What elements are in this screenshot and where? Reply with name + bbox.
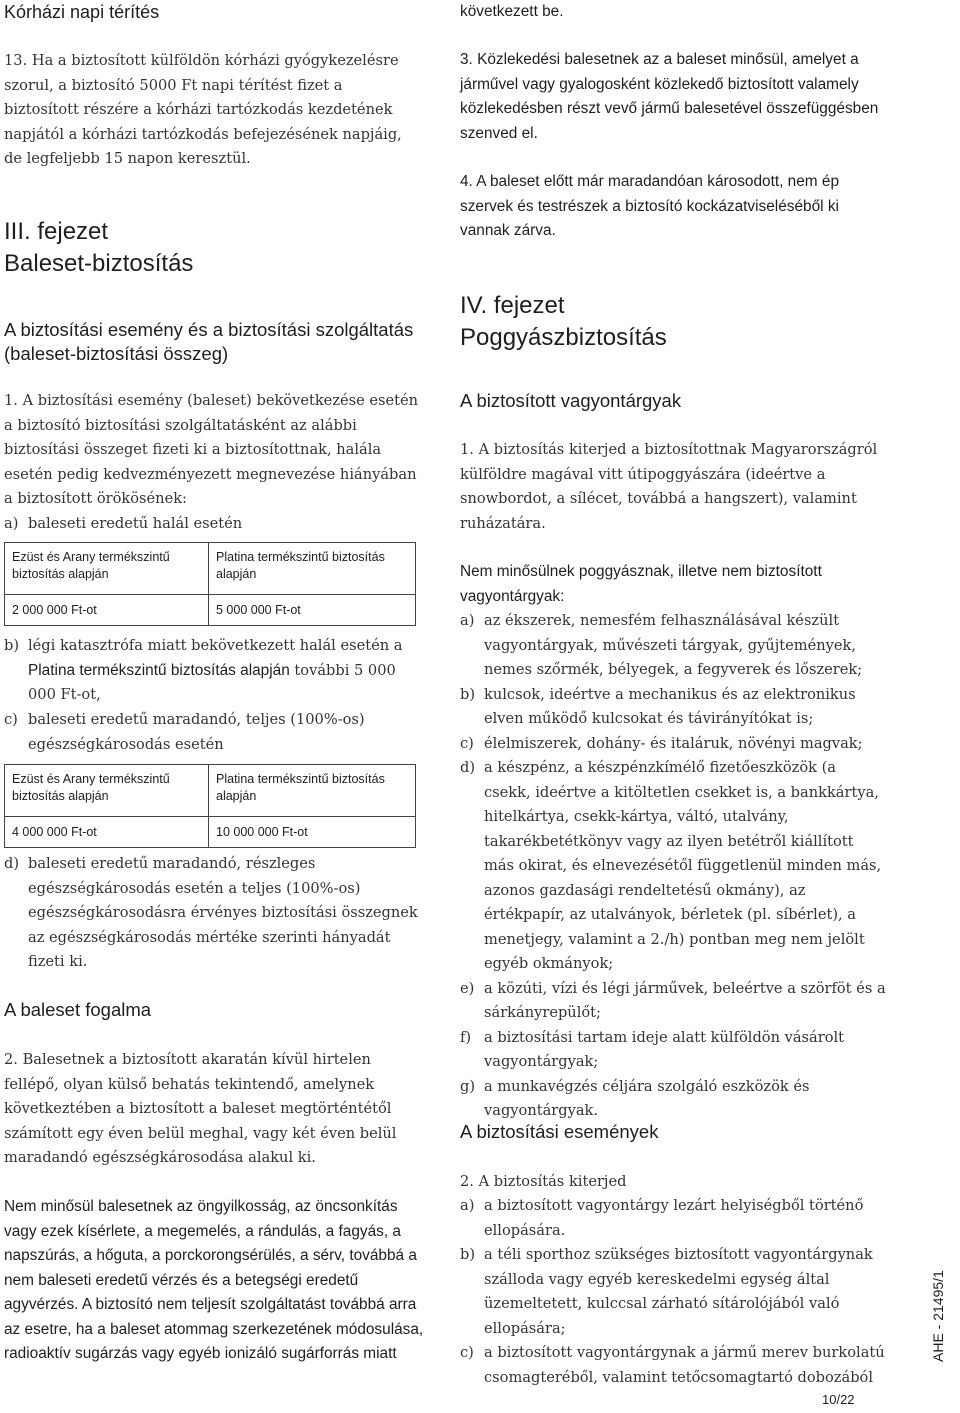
list-item-text-post: további 5 000 000 Ft-ot, xyxy=(28,661,396,703)
list-item xyxy=(460,1243,886,1341)
chapter-4-number: IV. fejezet xyxy=(460,292,565,319)
list-item xyxy=(460,977,886,1026)
list-item-text: a munkavégzés céljára szolgáló eszközök és vagyontárgyak. xyxy=(484,1077,810,1119)
chapter-3-title: Baleset-biztosítás xyxy=(4,250,194,277)
paragraph-2-intro: 2. A biztosítás kiterjed xyxy=(460,1173,627,1190)
list-item-text: a téli sporthoz szükséges biztosított vagyontárgynak szálloda vagy egyéb kereskedelmi egység által üzemeltetett, kulccsal zárható sítárolójából való ellopására; xyxy=(484,1246,873,1337)
list-marker: c) xyxy=(460,734,474,752)
benefit-table-death xyxy=(4,542,416,626)
list-item-text: baleseti eredetű maradandó, részleges egészségkárosodás esetén a teljes (100%-os) egészségkárosodásra érvényes biztosítási összegnek az egészségkárosodás mértéke szerinti hányadát fizeti ki. xyxy=(28,855,418,970)
list-marker: a) xyxy=(460,612,475,629)
paragraph-4: 4. A baleset előtt már maradandóan károsodott, nem ép szervek és testrészek a biztosító kockázatviseléséből ki vannak zárva. xyxy=(460,173,840,239)
events-list xyxy=(460,1194,886,1390)
list-item xyxy=(460,1075,886,1124)
paragraph-not-luggage-intro: Nem minősülnek poggyásznak, illetve nem biztosított vagyontárgyak: xyxy=(460,563,822,605)
benefit-table-disability xyxy=(4,764,416,848)
list-marker: c) xyxy=(4,711,18,728)
subheading-accident-definition: A baleset fogalma xyxy=(4,999,152,1020)
list-item-text: a készpénz, a készpénzkímélő fizetőeszközök (a csekk, ideértve a kitöltetlen csekket is, a bankkártya, hitelkártya, csekk-kártya, váltó, utalvány, takarékbetétkönyv vagy az ilyen betétről kiállított más okirat, és elnevezésétől függetlenül minden más, azonos gazdasági rendeltetésű okmány), az értékpapír, az utalványok, bérletek (pl. síbérlet), a menetjegy, valamint a 2./h) pontban meg nem jelölt egyéb okmányok; xyxy=(484,759,882,972)
list-marker: b) xyxy=(460,1246,476,1263)
list-item-text: a biztosítási tartam ideje alatt külföldön vásárolt vagyontárgyak; xyxy=(484,1028,845,1070)
document-code: AHE - 21495/1 xyxy=(930,1270,946,1362)
page-number: 10/22 xyxy=(822,1392,855,1407)
list-marker: d) xyxy=(4,855,20,872)
list-item xyxy=(460,683,886,732)
list-marker: f) xyxy=(460,1028,472,1046)
paragraph-2: 2. Balesetnek a biztosított akaratán kívül hirtelen fellépő, olyan külső behatás tekintendő, amelynek következtében a biztosított a baleset megtörténtétől számított egy éven belül meghal, vagy két éven belül maradandó egészségkárosodása alakul ki. xyxy=(4,1051,397,1166)
subheading-insured-event: A biztosítási esemény és a biztosítási szolgáltatás (baleset-biztosítási összeg) xyxy=(4,319,414,364)
list-item-b-air-disaster xyxy=(4,634,420,708)
heading-daily-allowance: Kórházi napi térítés xyxy=(4,2,160,22)
paragraph-3: 3. Közlekedési balesetnek az a baleset minősül, amelyet a járművel vagy gyalogosként közlekedő biztosított valamely közlekedésben részt vevő jármű balesetével összefüggésben szenved el. xyxy=(460,51,879,142)
list-item-text: baleseti eredetű halál esetén xyxy=(28,515,243,532)
list-item-a-death xyxy=(4,512,420,537)
paragraph-13: 13. Ha a biztosított külföldön kórházi gyógykezelésre szorul, a biztosító 5000 Ft napi térítést fizet a biztosított részére a kórházi tartózkodás kezdetének napjától a kórházi tartózkodás befejezésének napjáig, de legfeljebb 15 napon keresztül. xyxy=(4,52,402,167)
list-item-text: baleseti eredetű maradandó, teljes (100%-os) egészségkárosodás esetén xyxy=(28,711,365,753)
list-item-text: kulcsok, ideértve a mechanikus és az elektronikus elven működő kulcsokat és távirányítókat is; xyxy=(484,685,856,727)
chapter-4-title: Poggyászbiztosítás xyxy=(460,324,667,351)
list-item-c-total-disability xyxy=(4,708,420,757)
list-marker: c) xyxy=(460,1344,474,1361)
list-marker: b) xyxy=(460,685,476,703)
list-marker: e) xyxy=(460,979,475,997)
list-item-text: az ékszerek, nemesfém felhasználásával készült vagyontárgyak, művészeti tárgyak, gyűjtemények, nemes szőrmék, bélyegek, a fegyverek és lőszerek; xyxy=(484,612,863,678)
chapter-3-number: III. fejezet xyxy=(4,218,109,245)
chapter-4-heading xyxy=(460,290,886,354)
list-marker: a) xyxy=(460,1197,475,1214)
list-item-text: a biztosított vagyontárgy lezárt helyiségből történő ellopására. xyxy=(484,1197,864,1239)
table-cell-silver-gold-amount: 2 000 000 Ft-ot xyxy=(5,595,209,626)
table-header-silver-gold: Ezüst és Arany termékszintű biztosítás alapján xyxy=(5,543,209,595)
subheading-insured-items: A biztosított vagyontárgyak xyxy=(460,390,682,411)
table-header-silver-gold: Ezüst és Arany termékszintű biztosítás alapján xyxy=(5,765,209,817)
list-item xyxy=(460,756,886,977)
list-marker: b) xyxy=(4,637,20,654)
list-item-text xyxy=(28,634,420,708)
list-item-text: élelmiszerek, dohány- és italáruk, növényi magvak; xyxy=(484,734,863,752)
paragraph-not-accident: Nem minősül balesetnek az öngyilkosság, az öncsonkítás vagy ezek kísérlete, a megemelés, a rándulás, a fagyás, a napszúrás, a hőguta, a porckorongsérülés, a sérv, továbbá a nem baleseti eredetű vérzés és a betegségi eredetű agyvérzés. A biztosító nem teljesít szolgáltatást továbbá arra az esetre, ha a baleset atommag szerkezetének módosulása, radioaktív sugárzás vagy egyéb ionizáló sugárforrás miatt xyxy=(4,1198,424,1362)
list-marker: d) xyxy=(460,759,476,776)
subheading-insured-events: A biztosítási események xyxy=(460,1121,659,1142)
list-item-text: a közúti, vízi és légi járművek, beleértve a szörföt és a sárkányrepülőt; xyxy=(484,979,886,1021)
paragraph-luggage-1: 1. A biztosítás kiterjed a biztosítottnak Magyarországról külföldre magával vitt útipoggyászára (ideértve a snowbordot, a sílécet, továbbá a hangszert), valamint ruházatára. xyxy=(460,441,878,532)
table-cell-platinum-amount: 10 000 000 Ft-ot xyxy=(209,817,416,848)
list-item xyxy=(460,732,886,757)
table-header-platinum: Platina termékszintű biztosítás alapján xyxy=(209,543,416,595)
list-marker: g) xyxy=(460,1077,476,1095)
not-luggage-list xyxy=(460,609,886,1124)
list-item xyxy=(460,1341,886,1390)
list-item-text-pre: légi katasztrófa miatt bekövetkezett halál esetén a xyxy=(28,637,403,654)
list-item-d-partial-disability xyxy=(4,852,420,975)
table-header-platinum: Platina termékszintű biztosítás alapján xyxy=(209,765,416,817)
list-item xyxy=(460,1026,886,1075)
table-cell-silver-gold-amount: 4 000 000 Ft-ot xyxy=(5,817,209,848)
list-item-text: a biztosított vagyontárgynak a jármű merev burkolatú csomagteréből, valamint tetőcsomagtartó dobozából xyxy=(484,1344,885,1386)
list-item xyxy=(460,1194,886,1243)
table-cell-platinum-amount: 5 000 000 Ft-ot xyxy=(209,595,416,626)
chapter-3-heading xyxy=(4,216,420,280)
paragraph-1: 1. A biztosítási esemény (baleset) bekövetkezése esetén a biztosító biztosítási szolgáltatásként az alábbi biztosítási összeget fizeti ki a biztosítottnak, halála esetén pedig kedvezményezett megnevezése hiányában a biztosított örökösének: xyxy=(4,392,419,507)
list-item-text-highlight: Platina termékszintű biztosítás alapján xyxy=(28,661,290,679)
continuation-text: következett be. xyxy=(460,3,564,20)
list-item xyxy=(460,609,886,683)
list-marker: a) xyxy=(4,515,19,532)
